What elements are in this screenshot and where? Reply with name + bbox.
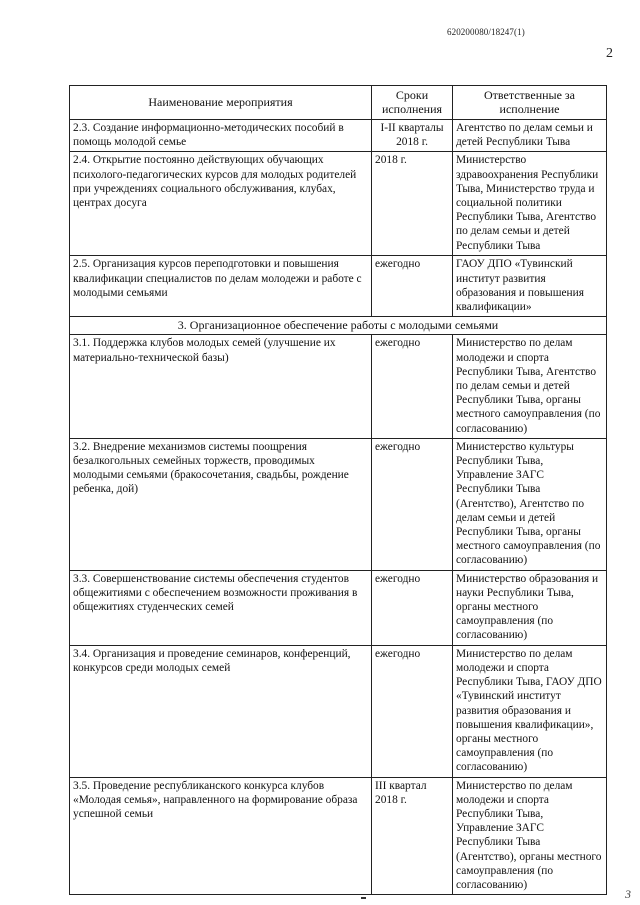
activity-name: 3.3. Совершенствование системы обеспечения студентов общежитиями с обеспечением возможности проживания в общежитиях студенческих семей <box>70 570 372 645</box>
activity-term: ежегодно <box>372 335 453 438</box>
activity-name: 3.5. Проведение республиканского конкурса клубов «Молодая семья», направленного на формирование образа успешной семьи <box>70 777 372 895</box>
activity-term: ежегодно <box>372 570 453 645</box>
section-row <box>70 317 607 335</box>
activity-name: 2.3. Создание информационно-методических пособий в помощь молодой семье <box>70 120 372 152</box>
header-activity-name: Наименование мероприятия <box>70 86 372 120</box>
table-row <box>70 570 607 645</box>
section-title: 3. Организационное обеспечение работы с молодыми семьями <box>70 317 607 335</box>
document-id: 620200080/18247(1) <box>447 27 525 37</box>
activity-responsible: Министерство культуры Республики Тыва, Управление ЗАГС Республики Тыва (Агентство), Агентство по делам семьи и детей Республики Тыва, органы местного самоуправления (по согласованию) <box>453 438 607 570</box>
activity-responsible: Министерство образования и науки Республики Тыва, органы местного самоуправления (по согласованию) <box>453 570 607 645</box>
activity-name: 3.1. Поддержка клубов молодых семей (улучшение их материально-технической базы) <box>70 335 372 438</box>
activity-term: III квартал 2018 г. <box>372 777 453 895</box>
bottom-mark <box>361 897 366 899</box>
activity-name: 3.2. Внедрение механизмов системы поощрения безалкогольных семейных торжеств, проводимых молодыми семьями (бракосочетания, свадьбы, рождение ребенка, дой) <box>70 438 372 570</box>
activity-responsible: Министерство по делам молодежи и спорта Республики Тыва, Агентство по делам семьи и детей Республики Тыва, органы местного самоуправления (по согласованию) <box>453 335 607 438</box>
action-plan-table <box>69 85 607 895</box>
activity-term: I-II кварталы 2018 г. <box>372 120 453 152</box>
table-row <box>70 256 607 317</box>
table-row <box>70 152 607 256</box>
activity-term: 2018 г. <box>372 152 453 256</box>
header-deadlines: Сроки исполнения <box>372 86 453 120</box>
table-row <box>70 335 607 438</box>
table-row <box>70 120 607 152</box>
activity-term: ежегодно <box>372 438 453 570</box>
activity-responsible: ГАОУ ДПО «Тувинский институт развития образования и повышения квалификации» <box>453 256 607 317</box>
page-number: 2 <box>606 46 613 61</box>
activity-term: ежегодно <box>372 645 453 777</box>
table-row <box>70 438 607 570</box>
table-row <box>70 645 607 777</box>
activity-term: ежегодно <box>372 256 453 317</box>
activity-responsible: Министерство здравоохранения Республики Тыва, Министерство труда и социальной политики Республики Тыва, Агентство по делам семьи и детей Республики Тыва <box>453 152 607 256</box>
activity-name: 3.4. Организация и проведение семинаров, конференций, конкурсов среди молодых семей <box>70 645 372 777</box>
activity-responsible: Министерство по делам молодежи и спорта Республики Тыва, ГАОУ ДПО «Тувинский институт развития образования и повышения квалификации», органы местного самоуправления (по согласованию) <box>453 645 607 777</box>
table-row <box>70 777 607 895</box>
table-header-row <box>70 86 607 120</box>
header-responsible: Ответственные за исполнение <box>453 86 607 120</box>
activity-responsible: Агентство по делам семьи и детей Республики Тыва <box>453 120 607 152</box>
activity-responsible: Министерство по делам молодежи и спорта Республики Тыва, Управление ЗАГС Республики Тыва (Агентство), органы местного самоуправления (по согласованию) <box>453 777 607 895</box>
activity-name: 2.4. Открытие постоянно действующих обучающих психолого-педагогических курсов для молодых родителей при учреждениях социального обслуживания, клубах, центрах досуга <box>70 152 372 256</box>
handwritten-page-mark: 3 <box>625 887 631 901</box>
activity-name: 2.5. Организация курсов переподготовки и повышения квалификации специалистов по делам молодежи и работе с молодыми семьями <box>70 256 372 317</box>
